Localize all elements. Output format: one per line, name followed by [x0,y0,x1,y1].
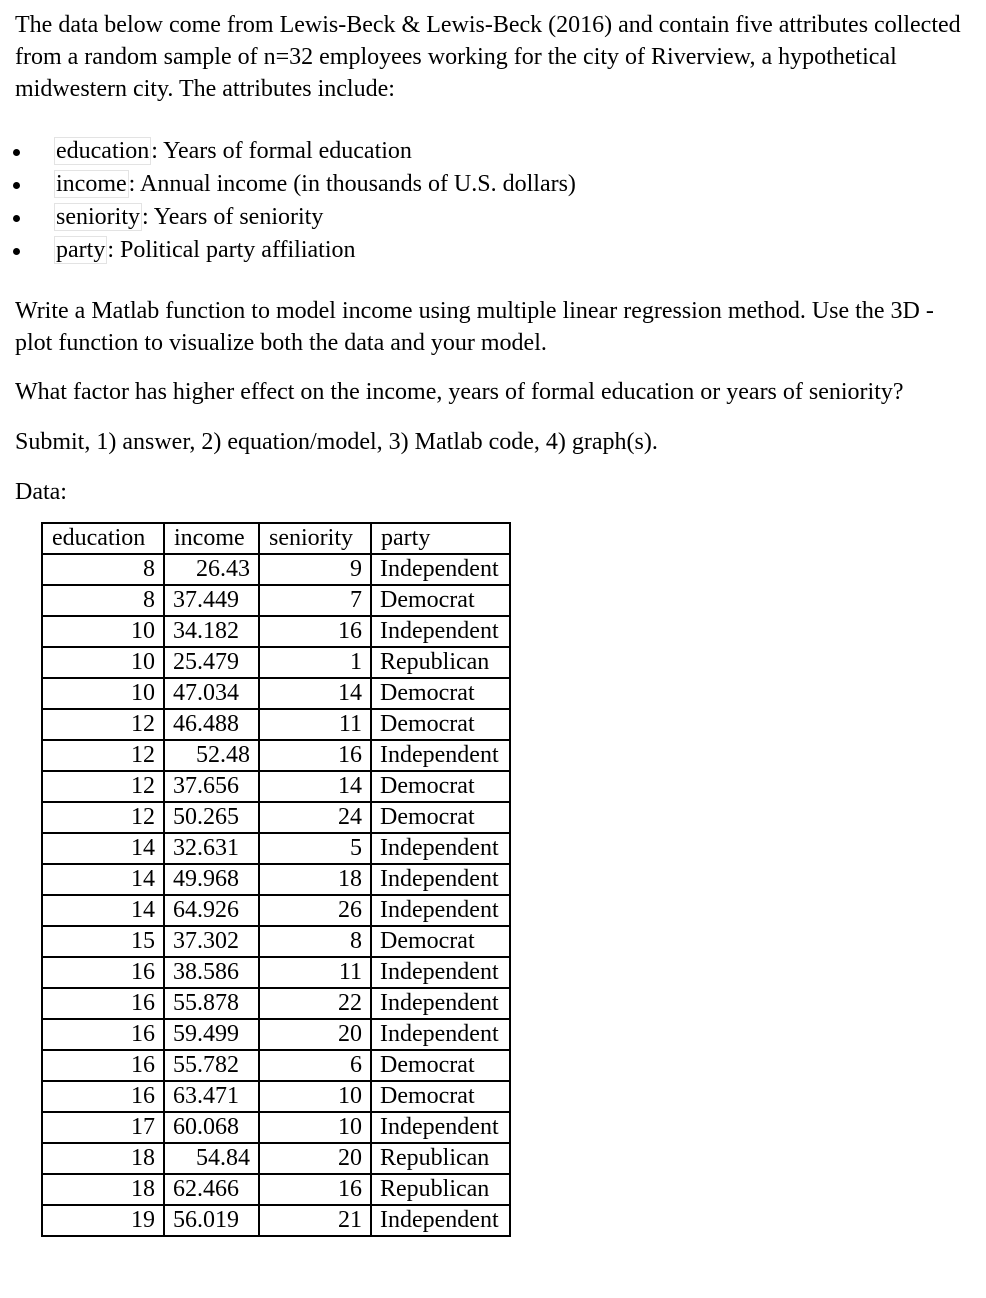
table-row [42,1081,510,1112]
cell-education: 8 [42,554,164,585]
cell-party: Republican [371,647,510,678]
cell-seniority: 26 [259,895,371,926]
cell-income: 64.926 [164,895,259,926]
cell-party: Independent [371,1112,510,1143]
attribute-list [0,135,960,267]
table-row [42,1050,510,1081]
question-paragraph: What factor has higher effect on the income, years of formal education or years of seniority? [15,379,904,405]
attribute-text [54,168,576,201]
cell-party: Independent [371,895,510,926]
cell-party: Democrat [371,709,510,740]
table-row [42,1205,510,1236]
cell-education: 15 [42,926,164,957]
bullet-icon [13,248,20,255]
cell-education: 12 [42,709,164,740]
attribute-item [0,201,960,234]
table-row [42,616,510,647]
cell-income: 63.471 [164,1081,259,1112]
cell-education: 12 [42,771,164,802]
attribute-desc: : Annual income (in thousands of U.S. dollars) [128,171,576,197]
intro-paragraph: The data below come from Lewis-Beck & Lewis-Beck (2016) and contain five attributes collected from a random sample of n=32 employees working for the city of Riverview, a hypothetical midwestern city. The attributes include: [15,12,961,102]
attribute-term: party [56,237,106,263]
table-row [42,1174,510,1205]
table-body [42,554,510,1236]
cell-income: 55.782 [164,1050,259,1081]
cell-party: Independent [371,740,510,771]
table-header-row [42,523,510,554]
cell-seniority: 11 [259,709,371,740]
attribute-desc: : Political party affiliation [107,237,356,263]
bullet-icon [13,215,20,222]
cell-party: Democrat [371,585,510,616]
cell-party: Democrat [371,1081,510,1112]
attribute-item [0,135,960,168]
cell-income: 50.265 [164,802,259,833]
table-row [42,1019,510,1050]
cell-income: 32.631 [164,833,259,864]
cell-income: 37.449 [164,585,259,616]
cell-education: 18 [42,1174,164,1205]
cell-seniority: 24 [259,802,371,833]
cell-seniority: 6 [259,1050,371,1081]
table-row [42,802,510,833]
attribute-text [54,135,412,168]
cell-seniority: 5 [259,833,371,864]
cell-education: 10 [42,647,164,678]
cell-income: 52.48 [164,740,259,771]
attribute-desc: : Years of seniority [142,204,324,230]
cell-seniority: 22 [259,988,371,1019]
table-row [42,678,510,709]
table-row [42,771,510,802]
cell-income: 49.968 [164,864,259,895]
cell-seniority: 21 [259,1205,371,1236]
cell-income: 55.878 [164,988,259,1019]
cell-seniority: 16 [259,740,371,771]
cell-income: 25.479 [164,647,259,678]
table-row [42,988,510,1019]
table-row [42,1143,510,1174]
table-row [42,647,510,678]
table-row [42,926,510,957]
cell-seniority: 16 [259,616,371,647]
cell-income: 26.43 [164,554,259,585]
cell-seniority: 20 [259,1019,371,1050]
cell-seniority: 7 [259,585,371,616]
cell-income: 37.302 [164,926,259,957]
cell-party: Democrat [371,802,510,833]
attribute-text [54,201,323,234]
table-row [42,554,510,585]
cell-income: 38.586 [164,957,259,988]
table-row [42,864,510,895]
data-label: Data: [15,479,67,505]
cell-party: Democrat [371,1050,510,1081]
header-income: income [164,523,259,554]
data-table [41,522,511,1237]
cell-seniority: 14 [259,678,371,709]
table-row [42,833,510,864]
cell-seniority: 18 [259,864,371,895]
table-row [42,585,510,616]
cell-education: 16 [42,1050,164,1081]
cell-seniority: 14 [259,771,371,802]
table-row [42,740,510,771]
attribute-item [0,168,960,201]
cell-income: 62.466 [164,1174,259,1205]
cell-education: 17 [42,1112,164,1143]
cell-education: 12 [42,802,164,833]
task-paragraph: Write a Matlab function to model income using multiple linear regression method. Use the 3D - plot function to visualize both the data and your model. [15,298,934,356]
cell-party: Democrat [371,678,510,709]
cell-income: 46.488 [164,709,259,740]
cell-income: 60.068 [164,1112,259,1143]
cell-seniority: 1 [259,647,371,678]
attribute-term: education [56,138,150,164]
cell-income: 59.499 [164,1019,259,1050]
attribute-desc: : Years of formal education [151,138,412,164]
cell-income: 47.034 [164,678,259,709]
attribute-item [0,234,960,267]
cell-education: 10 [42,678,164,709]
cell-party: Independent [371,1019,510,1050]
cell-income: 56.019 [164,1205,259,1236]
cell-seniority: 11 [259,957,371,988]
cell-income: 54.84 [164,1143,259,1174]
cell-party: Republican [371,1143,510,1174]
cell-party: Democrat [371,926,510,957]
cell-party: Independent [371,988,510,1019]
header-seniority: seniority [259,523,371,554]
submit-paragraph: Submit, 1) answer, 2) equation/model, 3) Matlab code, 4) graph(s). [15,429,658,455]
header-education: education [42,523,164,554]
cell-education: 16 [42,988,164,1019]
cell-seniority: 10 [259,1081,371,1112]
cell-party: Independent [371,957,510,988]
cell-education: 8 [42,585,164,616]
table-row [42,1112,510,1143]
cell-education: 14 [42,864,164,895]
attribute-term: income [56,171,127,197]
cell-seniority: 10 [259,1112,371,1143]
cell-seniority: 8 [259,926,371,957]
cell-party: Independent [371,616,510,647]
cell-education: 14 [42,833,164,864]
cell-education: 10 [42,616,164,647]
cell-party: Independent [371,554,510,585]
cell-education: 16 [42,1019,164,1050]
table-row [42,895,510,926]
cell-education: 18 [42,1143,164,1174]
bullet-icon [13,182,20,189]
cell-party: Independent [371,864,510,895]
table-row [42,957,510,988]
cell-education: 19 [42,1205,164,1236]
table-row [42,709,510,740]
cell-party: Independent [371,1205,510,1236]
cell-income: 37.656 [164,771,259,802]
cell-party: Independent [371,833,510,864]
cell-education: 12 [42,740,164,771]
attribute-term: seniority [56,204,140,230]
cell-income: 34.182 [164,616,259,647]
cell-education: 16 [42,957,164,988]
bullet-icon [13,149,20,156]
cell-seniority: 20 [259,1143,371,1174]
cell-seniority: 9 [259,554,371,585]
cell-education: 14 [42,895,164,926]
attribute-text [54,234,355,267]
cell-party: Democrat [371,771,510,802]
header-party: party [371,523,510,554]
cell-party: Republican [371,1174,510,1205]
cell-seniority: 16 [259,1174,371,1205]
cell-education: 16 [42,1081,164,1112]
